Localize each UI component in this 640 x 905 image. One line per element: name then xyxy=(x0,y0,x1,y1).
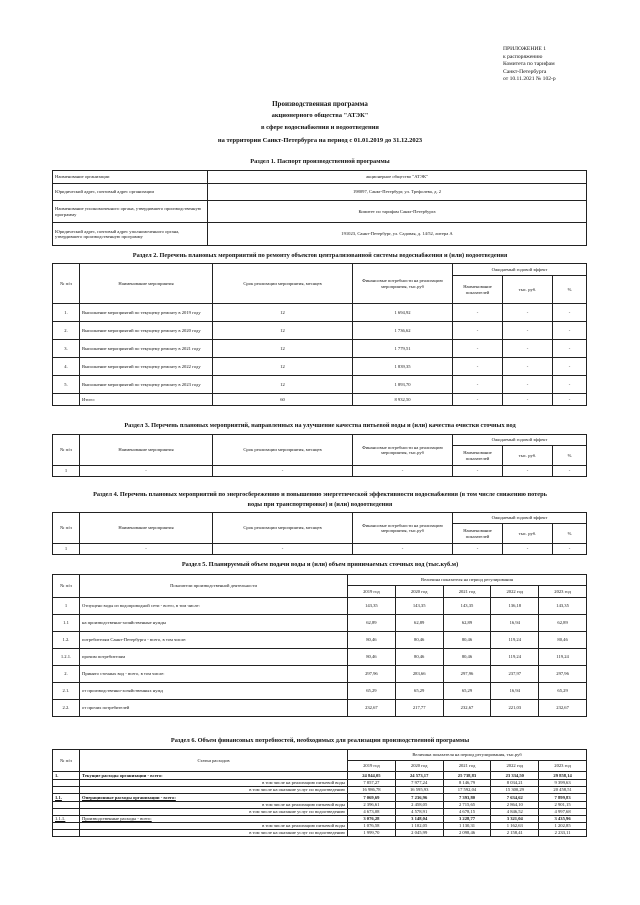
year-header: 2020 год xyxy=(395,586,443,598)
col-header: тыс. руб. xyxy=(503,276,553,304)
cell-value: 143,35 xyxy=(395,598,443,615)
cell-num xyxy=(53,787,80,794)
year-header: 2020 год xyxy=(395,761,443,772)
section-5-title: Раздел 5. Планируемый объем подачи воды и (или) объем принимаемых сточных вод (тыс.куб.м) xyxy=(181,561,459,568)
cell-rub: - xyxy=(503,376,553,394)
cell-value: 2 158,41 xyxy=(491,830,539,837)
cell-value: 232,67 xyxy=(443,700,491,717)
cell-value: 2 715,65 xyxy=(443,802,491,809)
cell-term: 12 xyxy=(213,340,353,358)
cell-ind: - xyxy=(453,358,503,376)
col-header: № п/п xyxy=(53,575,80,598)
cell-value: 2 098,46 xyxy=(443,830,491,837)
appendix-block xyxy=(503,46,623,84)
cell-value: 65,29 xyxy=(539,683,587,700)
total-label: Итого: xyxy=(80,394,213,406)
section-4-title: Раздел 4. Перечень плановых мероприятий по энергосбережению и повышению энергетической эффективности водоснабжения (в том числе снижению потерь xyxy=(93,491,547,498)
cell-ind: - xyxy=(453,394,503,406)
cell-value: 4 997,68 xyxy=(539,809,587,816)
cell-num: 1. xyxy=(53,304,80,322)
cell-value: 1 130,31 xyxy=(443,823,491,830)
cell-pct: - xyxy=(553,358,587,376)
col-header: тыс. руб. xyxy=(503,524,553,544)
table-row xyxy=(53,683,587,700)
table-row xyxy=(53,340,587,358)
cell-ind: - xyxy=(453,376,503,394)
col-header: Наименование мероприятия xyxy=(80,435,213,466)
cell-num: 1 xyxy=(53,466,80,477)
cell-num: 2.1. xyxy=(53,683,80,700)
cell-pct: - xyxy=(553,466,587,477)
section-3-title: Раздел 3. Перечень плановых мероприятий, направленных на улучшение качества питьевой воды и (или) качества очистки сточных вод xyxy=(124,422,516,429)
table-row xyxy=(53,772,587,780)
col-header: Ожидаемый годовой эффект xyxy=(453,264,587,276)
passport-value: Комитет по тарифам Санкт-Петербурга xyxy=(208,201,587,223)
energy-table xyxy=(52,512,587,555)
year-header: 2019 год xyxy=(348,586,396,598)
cell-value: 2 045,99 xyxy=(395,830,443,837)
cell-rub: - xyxy=(503,358,553,376)
volume-table xyxy=(52,574,587,717)
cell-fin: 1 736,62 xyxy=(353,322,453,340)
cell-value: 7 977,24 xyxy=(395,780,443,787)
table-row xyxy=(53,184,587,201)
cell-ind: - xyxy=(453,322,503,340)
table-row xyxy=(53,649,587,666)
cell-value: 1 999,70 xyxy=(348,830,396,837)
cell-num: 2. xyxy=(53,666,80,683)
cell-fin: 1 779,51 xyxy=(353,340,453,358)
total-row xyxy=(53,394,587,406)
cell-value: 24 573,17 xyxy=(395,772,443,780)
cell-num: 1.2.1. xyxy=(53,649,80,666)
cell-value: 80,46 xyxy=(348,632,396,649)
appendix-line: от 10.11.2021 № 102-р xyxy=(503,76,556,83)
cell-num: 1 xyxy=(53,598,80,615)
cell-num: 5. xyxy=(53,376,80,394)
passport-label: Юридический адрес, почтовый адрес организации xyxy=(53,184,208,201)
cell-value: 80,46 xyxy=(395,649,443,666)
year-header: 2023 год xyxy=(539,586,587,598)
col-header: № п/п xyxy=(53,435,80,466)
cell-value: 2 901,15 xyxy=(539,802,587,809)
table-row xyxy=(53,632,587,649)
col-header: Наименование мероприятия xyxy=(80,513,213,544)
cell-value: 2 864,10 xyxy=(491,802,539,809)
cell-value: 119,24 xyxy=(491,649,539,666)
section-4-title-cont: воды при транспортировке) и (или) водоотведения xyxy=(247,501,393,508)
cell-value: 16,94 xyxy=(491,615,539,632)
cell-value: 7 069,69 xyxy=(348,794,396,802)
cell-term: 12 xyxy=(213,358,353,376)
cell-value: 7 393,80 xyxy=(443,794,491,802)
cell-value: 3 076,28 xyxy=(348,816,396,823)
col-header: Срок реализации мероприятия, месяцев xyxy=(213,264,353,304)
cell-value: 232,67 xyxy=(539,700,587,717)
cell-value: 80,46 xyxy=(348,649,396,666)
passport-value: 198097, Санкт-Петербург, ул. Трефолева, д. 2 xyxy=(208,184,587,201)
cell-ind: - xyxy=(453,544,503,555)
cell-num: 1.1.1. xyxy=(53,816,80,823)
cell-name: в том числе на оказание услуг по водоотведению xyxy=(80,830,348,837)
cell-value: 143,35 xyxy=(443,598,491,615)
table-row xyxy=(53,615,587,632)
col-header: % xyxy=(553,276,587,304)
cell-rub: - xyxy=(503,394,553,406)
col-header: % xyxy=(553,524,587,544)
appendix-line: Комитета по тарифам xyxy=(503,61,555,68)
cell-value: 1 076,58 xyxy=(348,823,396,830)
cell-value: 217,77 xyxy=(395,700,443,717)
cell-value: 4 678,15 xyxy=(443,809,491,816)
cell-name: Операционные расходы организации - всего: xyxy=(80,794,348,802)
cell-num xyxy=(53,780,80,787)
cell-name: в том числе на реализацию питьевой воды xyxy=(80,780,348,787)
cell-value: 7 236,96 xyxy=(395,794,443,802)
passport-value: 191023, Санкт-Петербург, ул. Садовая, д. 14/52, литера А xyxy=(208,223,587,246)
cell-value: 8 146,79 xyxy=(443,780,491,787)
cell-rub: - xyxy=(503,322,553,340)
cell-value: 9 399,63 xyxy=(539,780,587,787)
table-row xyxy=(53,823,587,830)
cell-fin: - xyxy=(353,544,453,555)
cell-term: 12 xyxy=(213,304,353,322)
table-row xyxy=(53,201,587,223)
cell-name: Отпущено воды из водопроводной сети - всего, в том числе: xyxy=(80,598,348,615)
cell-value: 4 578,91 xyxy=(395,809,443,816)
cell-term: 12 xyxy=(213,322,353,340)
cell-value: 20 458,51 xyxy=(539,787,587,794)
table-row xyxy=(53,780,587,787)
cell-value: 8 034,21 xyxy=(491,780,539,787)
appendix-line: к распоряжению xyxy=(503,53,543,60)
table-row xyxy=(53,802,587,809)
cell-pct: - xyxy=(553,394,587,406)
cell-name: прочим потребителям xyxy=(80,649,348,666)
cell-value: 25 738,83 xyxy=(443,772,491,780)
appendix-line: Санкт-Петербурга xyxy=(503,68,547,75)
quality-table xyxy=(52,434,587,477)
col-header: Финансовые потребности на реализацию мероприятия, тыс.руб xyxy=(353,264,453,304)
section-6-title: Раздел 6. Объем финансовых потребностей, необходимых для реализации производственной программы xyxy=(170,737,470,744)
cell-value: 4 673,08 xyxy=(348,809,396,816)
cell-value: 80,46 xyxy=(539,632,587,649)
cell-name: Выполнение мероприятий по текущему ремонту в 2020 году xyxy=(80,322,213,340)
cell-value: 62,89 xyxy=(539,615,587,632)
cell-term: - xyxy=(213,466,353,477)
cell-name: Выполнение мероприятий по текущему ремонту в 2019 году xyxy=(80,304,213,322)
cell-value: 16 595,93 xyxy=(395,787,443,794)
col-header: Наименование показателей xyxy=(453,524,503,544)
section-2-title: Раздел 2. Перечень плановых мероприятий по ремонту объектов централизованной системы водоснабжения и (или) водоотведения xyxy=(132,252,508,259)
cell-num: 2.2. xyxy=(53,700,80,717)
cell-pct: - xyxy=(553,340,587,358)
cell-name: - xyxy=(80,544,213,555)
col-header: тыс. руб. xyxy=(503,446,553,466)
table-row xyxy=(53,830,587,837)
cell-value: 3 228,77 xyxy=(443,816,491,823)
cell-value: 65,29 xyxy=(395,683,443,700)
table-row xyxy=(53,809,587,816)
cell-value: 3 148,04 xyxy=(395,816,443,823)
cell-name: потребителям Санкт-Петербурга - всего, в том числе: xyxy=(80,632,348,649)
year-header: 2023 год xyxy=(539,761,587,772)
cell-value: 62,89 xyxy=(443,615,491,632)
cell-rub: - xyxy=(503,340,553,358)
cell-term: - xyxy=(213,544,353,555)
cell-pct: - xyxy=(553,304,587,322)
cell-num: 2. xyxy=(53,322,80,340)
col-header: Статьи расходов xyxy=(80,750,348,772)
cell-fin: 8 932,50 xyxy=(353,394,453,406)
cell-pct: - xyxy=(553,544,587,555)
col-header: Ожидаемый годовой эффект xyxy=(453,435,587,446)
col-header: Финансовые потребности на реализацию мероприятия, тыс.руб xyxy=(353,513,453,544)
cell-value: 2 233,11 xyxy=(539,830,587,837)
col-header: Наименование мероприятия xyxy=(80,264,213,304)
cell-value: 29 858,14 xyxy=(539,772,587,780)
cell-num xyxy=(53,802,80,809)
doc-org: акционерного общества "АТЭК" xyxy=(271,112,369,119)
table-row xyxy=(53,787,587,794)
cell-num xyxy=(53,809,80,816)
cell-fin: 1 893,70 xyxy=(353,376,453,394)
passport-label: Юридический адрес, почтовый адрес уполномоченного органа, утвердившего производственную программу xyxy=(53,223,208,246)
year-header: 2019 год xyxy=(348,761,396,772)
cell-name: на производственно-хозяйственные нужды xyxy=(80,615,348,632)
cell-rub: - xyxy=(503,304,553,322)
cell-num: 3. xyxy=(53,340,80,358)
cell-fin: 1 839,35 xyxy=(353,358,453,376)
passport-label: Наименование организации xyxy=(53,171,208,184)
cell-value: 1 162,63 xyxy=(491,823,539,830)
cell-value: 80,46 xyxy=(395,632,443,649)
cell-value: 23 334,50 xyxy=(491,772,539,780)
cell-value: 4 846,52 xyxy=(491,809,539,816)
table-row xyxy=(53,223,587,246)
cell-value: 65,29 xyxy=(443,683,491,700)
cell-value: 24 844,05 xyxy=(348,772,396,780)
cell-value: 80,46 xyxy=(443,649,491,666)
col-header: Величина показателя на период регулирования, тыс.руб xyxy=(348,750,587,761)
cell-value: 7 634,62 xyxy=(491,794,539,802)
cell-num xyxy=(53,823,80,830)
cell-value: 62,89 xyxy=(395,615,443,632)
cell-value: 62,89 xyxy=(348,615,396,632)
cell-pct: - xyxy=(553,376,587,394)
doc-title: Производственная программа xyxy=(272,100,368,108)
col-header: № п/п xyxy=(53,750,80,772)
table-row xyxy=(53,322,587,340)
appendix-line: ПРИЛОЖЕНИЕ 1 xyxy=(503,46,547,52)
cell-value: 65,29 xyxy=(348,683,396,700)
cell-value: 7 857,27 xyxy=(348,780,396,787)
col-header: Наименование показателей xyxy=(453,446,503,466)
cell-value: 297,96 xyxy=(443,666,491,683)
col-header: № п/п xyxy=(53,264,80,304)
doc-sphere: в сфере водоснабжения и водоотведения xyxy=(261,124,379,131)
repair-table xyxy=(52,263,587,406)
passport-table xyxy=(52,170,587,246)
cell-num: 1 xyxy=(53,544,80,555)
cell-num: 1.1. xyxy=(53,794,80,802)
col-header: Показатели производственной деятельности xyxy=(80,575,348,598)
cell-value: 232,67 xyxy=(348,700,396,717)
col-header: % xyxy=(553,446,587,466)
cell-name: Выполнение мероприятий по текущему ремонту в 2022 году xyxy=(80,358,213,376)
cell-fin: 1 694,92 xyxy=(353,304,453,322)
col-header: Величина показателя на период регулирования xyxy=(348,575,587,586)
cell-ind: - xyxy=(453,466,503,477)
cell-num: 1. xyxy=(53,772,80,780)
cell-value: 16,94 xyxy=(491,683,539,700)
cell-value: 2 458,05 xyxy=(395,802,443,809)
cell-ind: - xyxy=(453,340,503,358)
cell-value: 136,18 xyxy=(491,598,539,615)
finance-table xyxy=(52,749,587,837)
cell-value: 3 435,96 xyxy=(539,816,587,823)
cell-name: Принято сточных вод - всего, в том числе: xyxy=(80,666,348,683)
cell-term: 60 xyxy=(213,394,353,406)
doc-period: на территории Санкт-Петербурга на период с 01.01.2019 до 31.12.2023 xyxy=(217,137,423,144)
cell-value: 15 300,29 xyxy=(491,787,539,794)
cell-value: 7 899,83 xyxy=(539,794,587,802)
col-header: Финансовые потребности на реализацию мероприятия, тыс.руб xyxy=(353,435,453,466)
col-header: Ожидаемый годовой эффект xyxy=(453,513,587,524)
year-header: 2022 год xyxy=(491,761,539,772)
col-header: № п/п xyxy=(53,513,80,544)
cell-name: Выполнение мероприятий по текущему ремонту в 2021 году xyxy=(80,340,213,358)
cell-ind: - xyxy=(453,304,503,322)
cell-num: 1.2. xyxy=(53,632,80,649)
cell-value: 1 202,85 xyxy=(539,823,587,830)
table-row xyxy=(53,816,587,823)
cell-value: 119,24 xyxy=(539,649,587,666)
cell-num: 1.1 xyxy=(53,615,80,632)
cell-fin: - xyxy=(353,466,453,477)
cell-value: 143,35 xyxy=(348,598,396,615)
table-row xyxy=(53,666,587,683)
col-header: Наименование показателей xyxy=(453,276,503,304)
passport-value: акционерное общество "АТЭК" xyxy=(208,171,587,184)
cell-value: 297,96 xyxy=(348,666,396,683)
cell-value: 3 321,04 xyxy=(491,816,539,823)
cell-value: 80,46 xyxy=(443,632,491,649)
cell-rub: - xyxy=(503,544,553,555)
table-row xyxy=(53,700,587,717)
cell-value: 237,97 xyxy=(491,666,539,683)
table-row xyxy=(53,376,587,394)
table-row xyxy=(53,598,587,615)
cell-value: 1 102,05 xyxy=(395,823,443,830)
cell-name: от прочих потребителей xyxy=(80,700,348,717)
table-row xyxy=(53,544,587,555)
cell-value: 2 396,61 xyxy=(348,802,396,809)
cell-num xyxy=(53,830,80,837)
passport-label: Наименование уполномоченного органа, утвердившего производственную программу xyxy=(53,201,208,223)
cell-rub: - xyxy=(503,466,553,477)
cell-term: 12 xyxy=(213,376,353,394)
table-row xyxy=(53,466,587,477)
table-row xyxy=(53,171,587,184)
cell-pct: - xyxy=(553,322,587,340)
cell-name: в том числе на реализацию питьевой воды xyxy=(80,823,348,830)
year-header: 2021 год xyxy=(443,586,491,598)
cell-num: 4. xyxy=(53,358,80,376)
cell-value: 16 986,78 xyxy=(348,787,396,794)
cell-name: в том числе на оказание услуг по водоотведению xyxy=(80,787,348,794)
cell-name: Производственные расходы - всего: xyxy=(80,816,348,823)
table-row xyxy=(53,304,587,322)
table-row xyxy=(53,358,587,376)
cell-name: в том числе на оказание услуг по водоотведению xyxy=(80,809,348,816)
cell-value: 283,66 xyxy=(395,666,443,683)
col-header: Срок реализации мероприятия, месяцев xyxy=(213,435,353,466)
year-header: 2021 год xyxy=(443,761,491,772)
cell-value: 143,35 xyxy=(539,598,587,615)
cell-value: 119,24 xyxy=(491,632,539,649)
section-1-title: Раздел 1. Паспорт производственной программы xyxy=(250,158,390,165)
cell-name: в том числе на реализацию питьевой воды xyxy=(80,802,348,809)
table-row xyxy=(53,794,587,802)
cell-value: 221,03 xyxy=(491,700,539,717)
cell-name: Выполнение мероприятий по текущему ремонту в 2023 году xyxy=(80,376,213,394)
cell-name: - xyxy=(80,466,213,477)
cell-name: Текущие расходы организации - всего: xyxy=(80,772,348,780)
col-header: Срок реализации мероприятия, месяцев xyxy=(213,513,353,544)
cell-value: 17 592,04 xyxy=(443,787,491,794)
year-header: 2022 год xyxy=(491,586,539,598)
cell-name: от производственно-хозяйственных нужд xyxy=(80,683,348,700)
cell-value: 297,96 xyxy=(539,666,587,683)
